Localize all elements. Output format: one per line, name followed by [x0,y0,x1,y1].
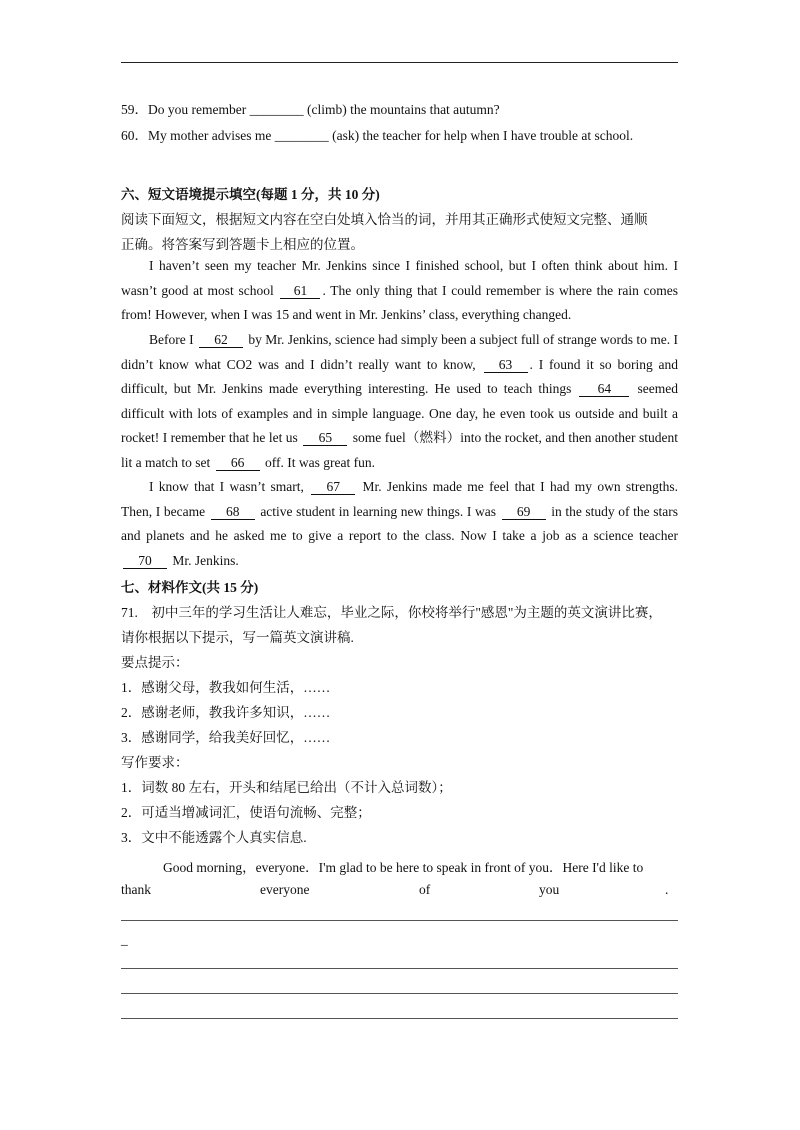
point-3: 3．感谢同学，给我美好回忆，…… [121,730,331,745]
blank-61: 61 [280,284,320,299]
question-number: 60． [121,128,148,143]
essay-opening-line1: Good morning，everyone．I'm glad to be here to speak in front of you．Here I'd like to [163,860,644,875]
requirements-title: 写作要求： [121,755,189,770]
writing-line[interactable] [121,993,678,994]
blank-65: 65 [303,431,347,446]
question-number: 59． [121,102,148,117]
section-7-title: 七、材料作文(共 15 分) [121,580,259,595]
passage-paragraph-2: Before I 62 by Mr. Jenkins, science had simply been a subject full of strange words to me. I didn’t know what CO2 was and I didn’t really want to know, 63 . I found it so boring and difficult, but Mr. Jenkins made everything interesting. He used to teach things 64 seemed difficult with lots of examples and in simple language. One day, he even took us outside and built a rocket! I remember that he let us 65 some fuel（燃料）into the rocket, and then another student lit a match to set 66 off. It was great fun. [121,332,679,470]
section-6-title: 六、短文语境提示填空(每题 1 分，共 10 分) [121,187,380,202]
question-60 [121,124,633,144]
blank-70: 70 [123,554,167,569]
q71-prompt-line1: 71. 初中三年的学习生活让人难忘，毕业之际，你校将举行"感恩"为主题的英文演讲比赛， [121,605,662,620]
top-rule [121,62,678,63]
point-1: 1．感谢父母，教我如何生活，…… [121,680,331,695]
blank-66: 66 [216,456,260,471]
writing-line[interactable] [121,968,678,969]
question-text: Do you remember ________ (climb) the mountains that autumn? [148,102,500,117]
point-2: 2．感谢老师，教我许多知识，…… [121,705,331,720]
passage-paragraph-3: I know that I wasn’t smart, 67 Mr. Jenkins made me feel that I had my own strengths. Then, I became 68 active student in learning new things. I was 69 in the study of the stars and planets and he asked me to give a report to the class. Now I take a job as a science teacher 70 Mr. Jenkins. [121,479,679,568]
blank-64: 64 [579,382,629,397]
requirement-3: 3．文中不能透露个人真实信息. [121,830,307,845]
question-text: My mother advises me ________ (ask) the teacher for help when I have trouble at school. [148,128,634,143]
requirement-1: 1．词数 80 左右，开头和结尾已给出（不计入总词数）； [121,780,452,795]
requirement-2: 2．可适当增减词汇，使语句流畅、完整； [121,805,371,820]
blank-68: 68 [211,505,255,520]
points-title: 要点提示： [121,655,189,670]
section-6-instructions-line1: 阅读下面短文，根据短文内容在空白处填入恰当的词，并用其正确形式使短文完整、通顺 [121,212,648,227]
blank-62: 62 [199,333,243,348]
passage-paragraph-1: I haven’t seen my teacher Mr. Jenkins since I finished school, but I often think about him. I wasn’t good at most school 61 . The only thing that I could remember is where the rain comes from! However, when I was 15 and went in Mr. Jenkins’ class, everything changed. [121,258,678,322]
writing-line[interactable] [121,920,678,921]
blank-69: 69 [502,505,546,520]
q71-prompt-line2: 请你根据以下提示，写一篇英文演讲稿. [121,630,354,645]
blank-67: 67 [311,480,355,495]
question-59 [121,98,500,118]
writing-line[interactable] [121,1018,678,1019]
writing-line-dash: _ [121,932,128,947]
blank-63: 63 [484,358,528,373]
section-6-instructions-line2: 正确。将答案写到答题卡上相应的位置。 [121,237,364,252]
